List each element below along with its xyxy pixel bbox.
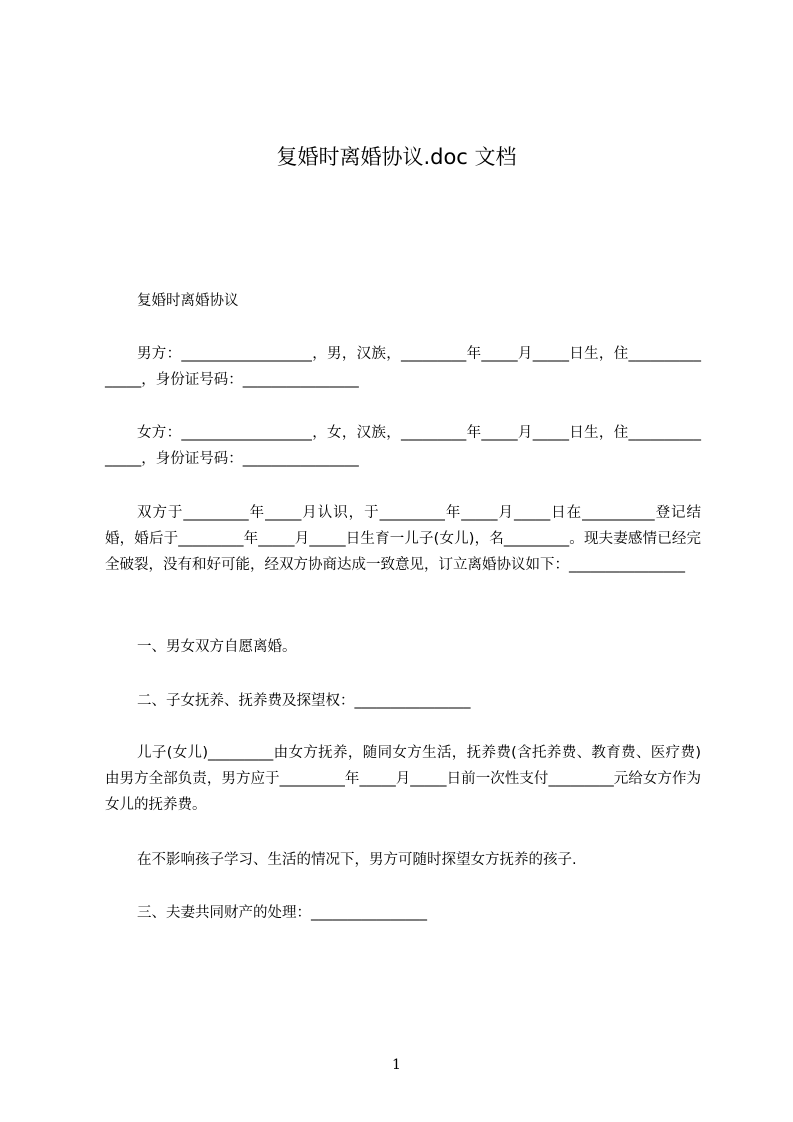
- document-title: 复婚时离婚协议.doc 文档: [276, 145, 517, 169]
- child-support-paragraph: 儿子(女儿)_________由女方抚养，随同女方生活，抚养费(含托养费、教育费、医疗费)由男方全部负责，男方应于_________年_____月_____日前一次性支付_________元给女方作为女儿的抚养费。: [105, 745, 701, 813]
- clause-1-paragraph: 一、男女双方自愿离婚。: [137, 639, 297, 655]
- male-party-paragraph: 男方：__________________，男，汉族，_________年_____月_____日生，住_______________，身份证号码：________________: [105, 346, 701, 388]
- female-party-paragraph: 女方：__________________，女，汉族，_________年_____月_____日生，住_______________，身份证号码：________________: [105, 425, 701, 467]
- marriage-info-paragraph: 双方于_________年_____月认识，于_________年_____月_____日在__________登记结婚，婚后于_________年_____月_____日生育一儿子(女儿)，名_________。现夫妻感情已经完全破裂，没有和好可能，经双方协商达成一致意见，订立离婚协议如下：________________: [105, 505, 701, 573]
- clause-3-paragraph: 三、夫妻共同财产的处理：________________: [137, 905, 427, 921]
- page-number: 1: [392, 1057, 401, 1073]
- agreement-heading: 复婚时离婚协议: [137, 293, 239, 309]
- visitation-paragraph: 在不影响孩子学习、生活的情况下，男方可随时探望女方抚养的孩子.: [137, 852, 577, 868]
- clause-2-paragraph: 二、子女抚养、抚养费及探望权：________________: [137, 693, 471, 709]
